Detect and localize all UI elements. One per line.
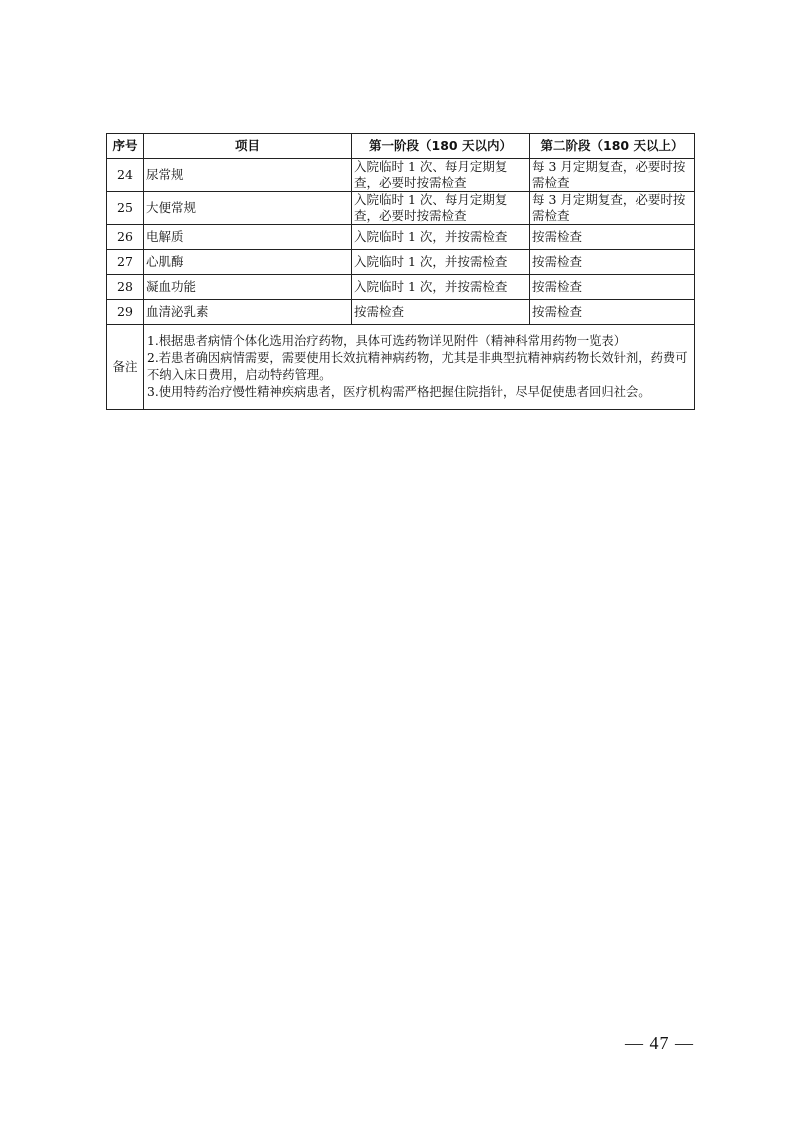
table-row — [107, 250, 695, 275]
row-no: 25 — [107, 192, 144, 225]
page-number: — 47 — — [625, 1033, 694, 1053]
notes-content — [144, 325, 695, 410]
row-stage2: 按需检查 — [530, 250, 695, 275]
note-1: 1.根据患者病情个体化选用治疗药物，具体可选药物详见附件（精神科常用药物一览表） — [147, 334, 627, 348]
header-stage1: 第一阶段（180 天以内） — [352, 134, 530, 159]
row-item: 血清泌乳素 — [144, 300, 352, 325]
row-stage2: 按需检查 — [530, 275, 695, 300]
row-item: 电解质 — [144, 225, 352, 250]
table-header-row — [107, 134, 695, 159]
notes-label: 备注 — [107, 325, 144, 410]
row-stage1: 入院临时 1 次，并按需检查 — [352, 275, 530, 300]
row-no: 24 — [107, 159, 144, 192]
table-row — [107, 192, 695, 225]
exam-schedule-table — [106, 133, 695, 410]
table-row — [107, 300, 695, 325]
header-no: 序号 — [107, 134, 144, 159]
table-row — [107, 159, 695, 192]
note-3: 3.使用特药治疗慢性精神疾病患者，医疗机构需严格把握住院指针，尽早促使患者回归社会。 — [147, 385, 651, 399]
row-no: 26 — [107, 225, 144, 250]
table-row — [107, 275, 695, 300]
row-stage1: 入院临时 1 次、每月定期复查，必要时按需检查 — [352, 192, 530, 225]
row-no: 28 — [107, 275, 144, 300]
row-no: 27 — [107, 250, 144, 275]
table-row — [107, 225, 695, 250]
notes-row — [107, 325, 695, 410]
header-item: 项目 — [144, 134, 352, 159]
row-item: 尿常规 — [144, 159, 352, 192]
row-stage1: 按需检查 — [352, 300, 530, 325]
row-stage2: 按需检查 — [530, 225, 695, 250]
row-stage2: 每 3 月定期复查，必要时按需检查 — [530, 192, 695, 225]
row-item: 大便常规 — [144, 192, 352, 225]
row-stage2: 按需检查 — [530, 300, 695, 325]
row-stage1: 入院临时 1 次，并按需检查 — [352, 250, 530, 275]
row-item: 凝血功能 — [144, 275, 352, 300]
header-stage2: 第二阶段（180 天以上） — [530, 134, 695, 159]
note-2: 2.若患者确因病情需要，需要使用长效抗精神病药物，尤其是非典型抗精神病药物长效针剂，药费可不纳入床日费用，启动特药管理。 — [147, 351, 688, 382]
row-stage2: 每 3 月定期复查，必要时按需检查 — [530, 159, 695, 192]
row-stage1: 入院临时 1 次，并按需检查 — [352, 225, 530, 250]
row-no: 29 — [107, 300, 144, 325]
row-stage1: 入院临时 1 次、每月定期复查，必要时按需检查 — [352, 159, 530, 192]
row-item: 心肌酶 — [144, 250, 352, 275]
